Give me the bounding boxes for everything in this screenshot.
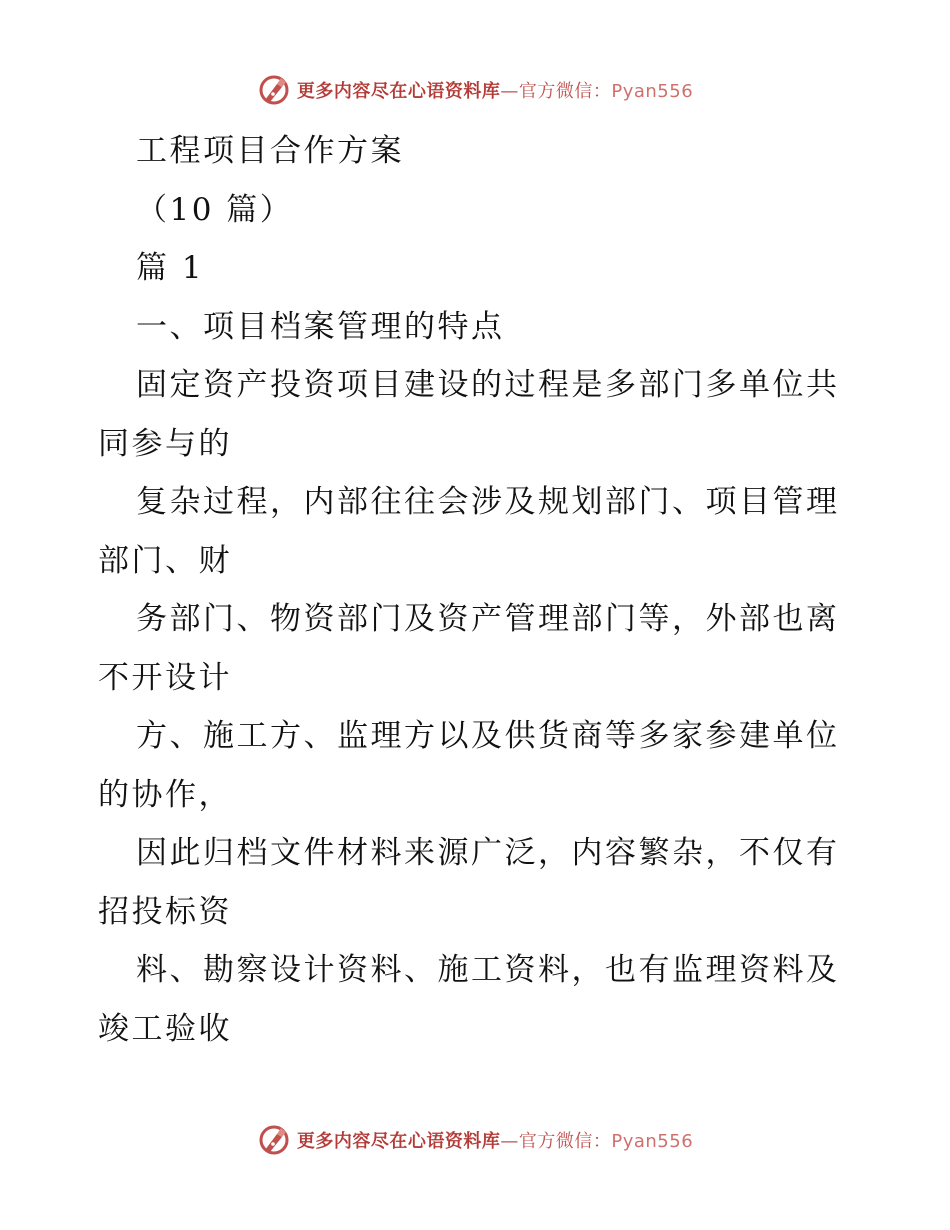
pen-nib-logo-icon (257, 73, 291, 107)
paragraph-line: 料、勘察设计资料、施工资料，也有监理资料及 (136, 952, 840, 988)
document-body (98, 122, 858, 1058)
paragraph-line: 复杂过程，内部往往会涉及规划部门、项目管理 (136, 484, 840, 520)
paragraph-line: 部门、财 (98, 542, 232, 579)
paragraph-line: 同参与的 (98, 425, 232, 462)
paragraph-line: 方、施工方、监理方以及供货商等多家参建单位 (136, 718, 840, 754)
paragraph-line: 不开设计 (98, 659, 232, 696)
paragraph-line: 招投标资 (98, 893, 232, 930)
document-subtitle: （10 篇） (136, 191, 294, 228)
paragraph-line: 因此归档文件材料来源广泛，内容繁杂，不仅有 (136, 835, 840, 871)
section-heading: 一、项目档案管理的特点 (136, 308, 505, 345)
section-label: 篇 1 (136, 250, 205, 286)
paragraph-line: 的协作， (98, 776, 232, 813)
footer-banner (0, 1120, 950, 1160)
paragraph-line: 固定资产投资项目建设的过程是多部门多单位共 (136, 367, 840, 403)
pen-nib-logo-icon (257, 1123, 291, 1157)
header-banner-text: 更多内容尽在心语资料库—官方微信：Pyan556 (296, 81, 694, 102)
paragraph-line: 务部门、物资部门及资产管理部门等，外部也离 (136, 601, 840, 637)
document-title: 工程项目合作方案 (136, 133, 404, 169)
header-banner (0, 70, 950, 110)
paragraph-line: 竣工验收 (98, 1010, 232, 1047)
footer-banner-text: 更多内容尽在心语资料库—官方微信：Pyan556 (296, 1131, 694, 1152)
